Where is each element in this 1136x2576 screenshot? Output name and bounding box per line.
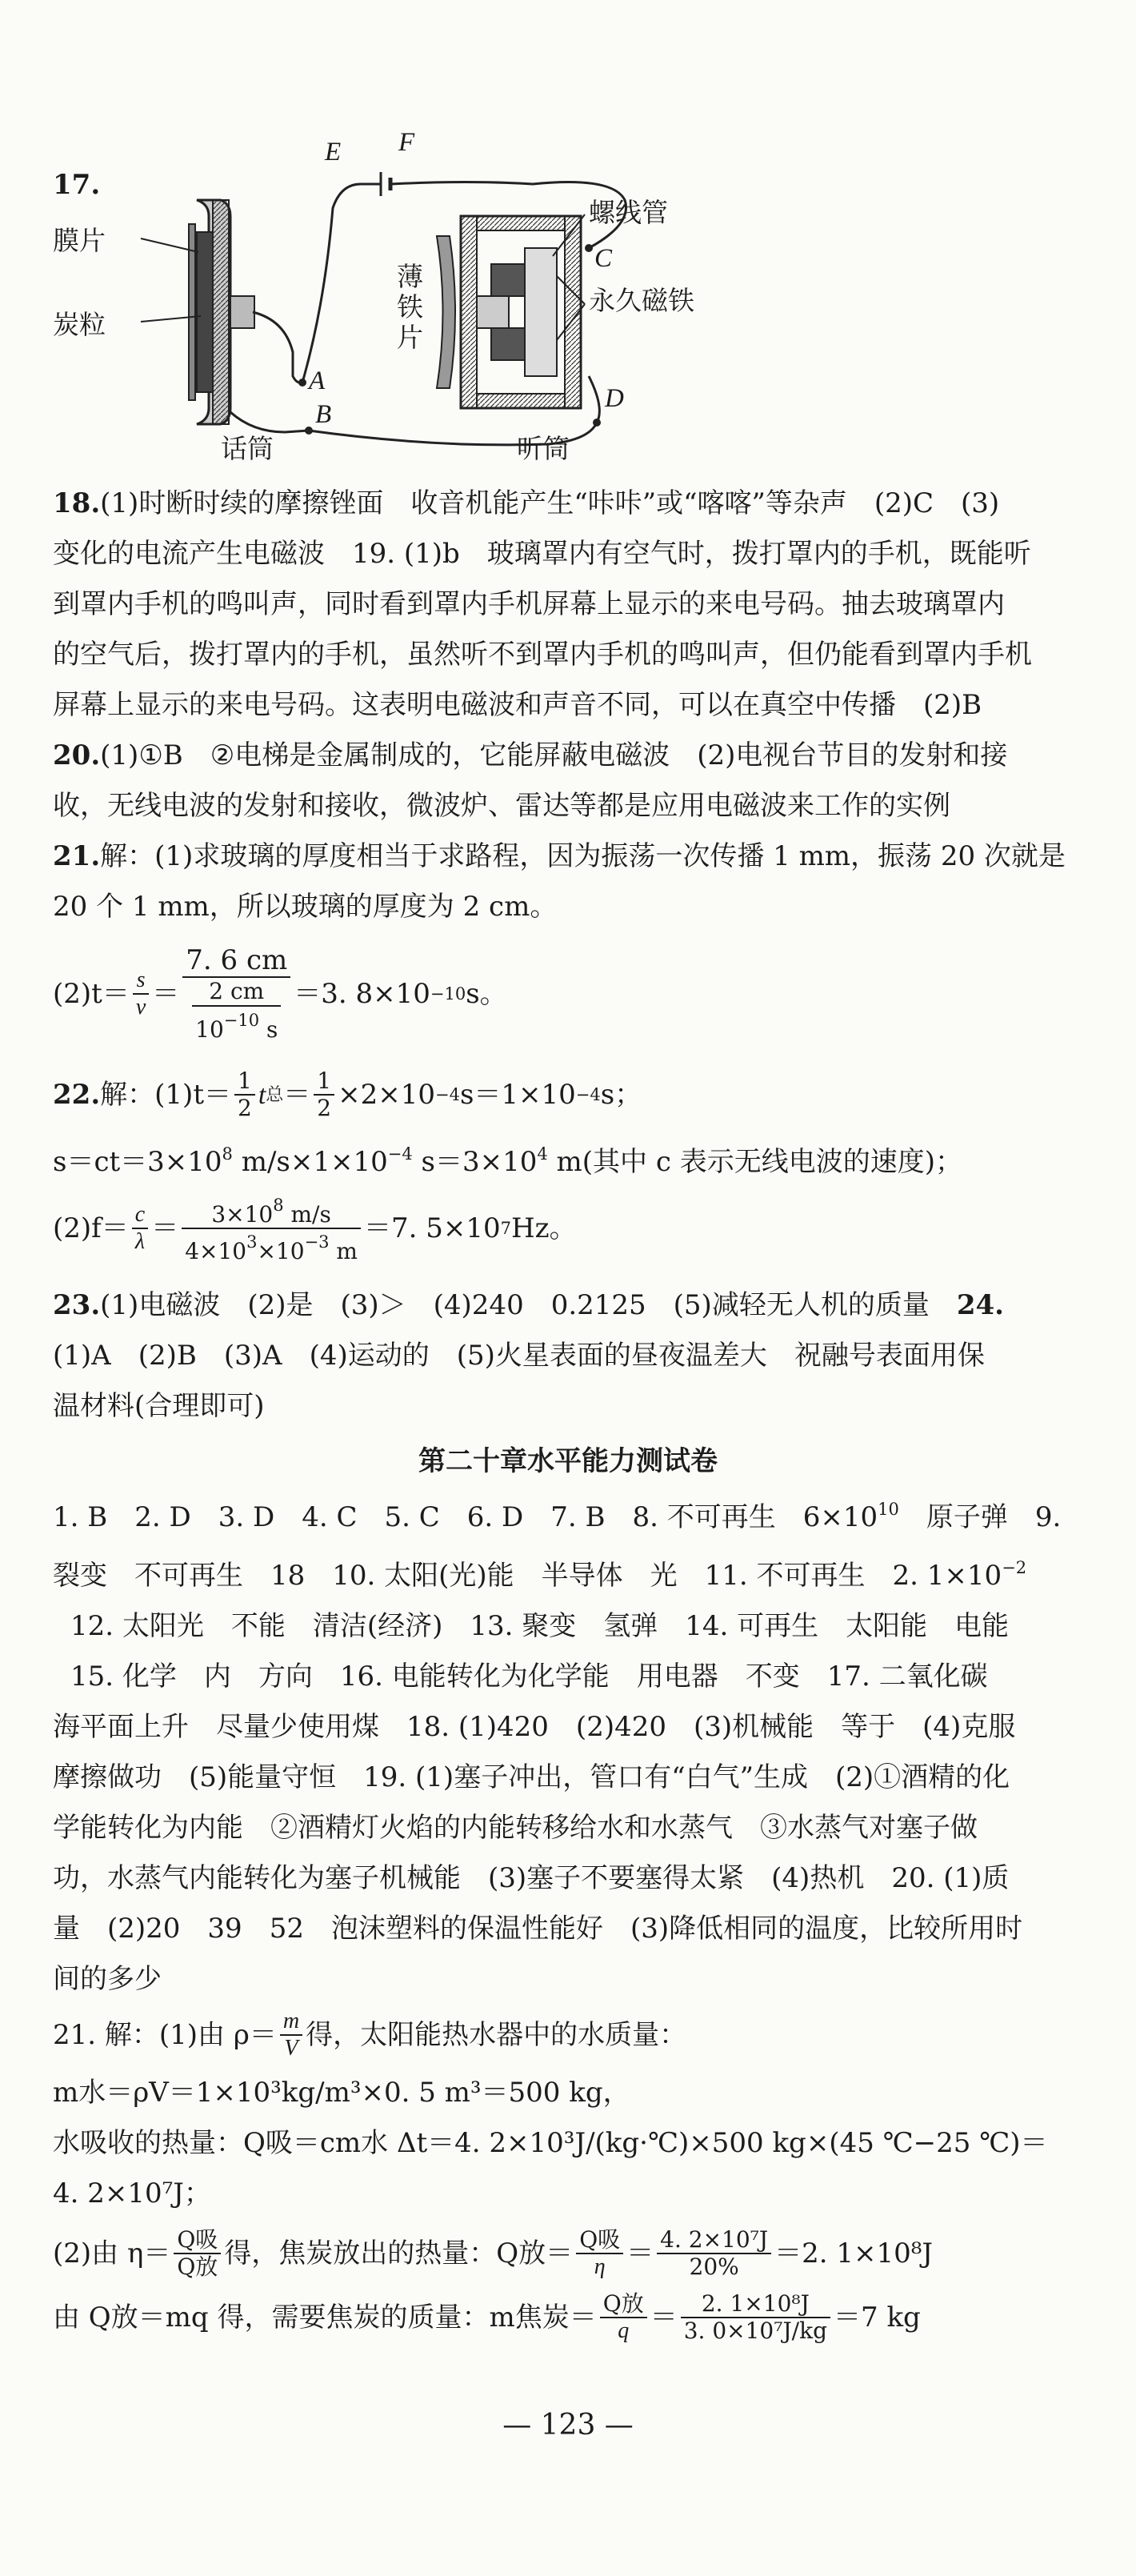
chapter-20-answers: [53, 1484, 1093, 2005]
ch20-line-6: 摩擦做功 (5)能量守恒 19. (1)塞子冲出，管口有“白气”生成 (2)①酒精的化: [53, 1761, 1010, 1793]
thin-iron-plate: [437, 236, 455, 388]
ch20-line-5: 海平面上升 尽量少使用煤 18. (1)420 (2)420 (3)机械能 等于 (4)克服: [53, 1711, 1016, 1743]
circuit-svg: [53, 144, 661, 472]
q21-equation: (2)t＝ $\frac{s}{v}$ ＝ $\frac{7. 6 cm}{\frac{2 cm}{10^{-10} s}}$ ＝3. 8×10 −10 s。: [53, 944, 507, 1043]
label-B: B: [315, 400, 332, 429]
q21-line-2: 20 个 1 mm，所以玻璃的厚度为 2 cm。: [53, 891, 558, 923]
q22-line-3: (2)f＝ $\frac{c}{\lambda}$ ＝ $\frac{3\times 10^8 m/s}{4\times 10^3\times 10^{-3} m}$ ＝7. 5×10 7 Hz。: [53, 1192, 1093, 1264]
q17-number: 17.: [53, 169, 101, 201]
label-permanent-magnet: 永久磁铁: [589, 285, 694, 316]
label-solenoid: 螺线管: [589, 197, 668, 228]
ch20-q21-line-2: m水＝ρV＝1×10³kg/m³×0. 5 m³＝500 kg，: [53, 2077, 630, 2109]
ch20-line-2: 裂变 不可再生 18 10. 太阳(光)能 半导体 光 11. 不可再生 2. $1\times 10^{-2}$: [53, 1558, 1027, 1592]
q24-line-2: (1)A (2)B (3)A (4)运动的 (5)火星表面的昼夜温差大 祝融号表面用保: [53, 1340, 985, 1372]
label-thin-1: 薄: [397, 261, 423, 292]
answers-18-21: [53, 479, 1093, 932]
q19-line-3: 到罩内手机的鸣叫声，同时看到罩内手机屏幕上显示的来电号码。抽去玻璃罩内: [53, 588, 1005, 620]
q19-line-4: 的空气后，拨打罩内的手机，虽然听不到罩内手机的鸣叫声，但仍能看到罩内手机: [53, 639, 1032, 671]
ch20-line-1: 1. B 2. D 3. D 4. C 5. C 6. D 7. B 8. 不可再生 $6\times 10^{10}$ 原子弹 9.: [53, 1500, 1062, 1533]
label-thin-3: 片: [397, 322, 423, 353]
carbon-granules: [197, 232, 213, 392]
q18-line-2: 变化的电流产生电磁波 19. (1)b 玻璃罩内有空气时，拨打罩内的手机，既能听: [53, 538, 1031, 570]
ch20-line-9: 量 (2)20 39 52 泡沫塑料的保温性能好 (3)降低相同的温度，比较所用时: [53, 1913, 1023, 1945]
label-earphone: 听筒: [517, 433, 570, 464]
ch20-line-4: 15. 化学 内 方向 16. 电能转化为化学能 用电器 不变 17. 二氧化碳: [70, 1661, 988, 1693]
ch20-line-8: 功，水蒸气内能转化为塞子机械能 (3)塞子不要塞得太紧 (4)热机 20. (1)质: [53, 1862, 1010, 1894]
ch20-line-7: 学能转化为内能 ②酒精灯火焰的内能转移给水和水蒸气 ③水蒸气对塞子做: [53, 1812, 978, 1844]
ch20-line-3: 12. 太阳光 不能 清洁(经济) 13. 聚变 氢弹 14. 可再生 太阳能 电能: [70, 1610, 1010, 1642]
ch20-line-10: 间的多少: [53, 1963, 162, 1995]
mic-shell: [213, 200, 229, 424]
label-D: D: [605, 384, 624, 413]
ch20-q21-line-5: (2)由 η＝ $\frac{\text{Q吸}}{\text{Q放}}$ 得，焦炭放出的热量：Q放＝ $\frac{\text{Q吸}}{\eta}$ ＝ $\frac{\text{4. 2×10⁷J}}{20\%}$ ＝2. 1×10⁸J: [53, 2226, 934, 2280]
ch20-q21-line-3: 水吸收的热量：Q吸＝cm水 Δt＝4. 2×10³J/(kg·℃)×500 kg×(45 ℃−25 ℃)＝: [53, 2127, 1048, 2159]
label-thin-2: 铁: [397, 291, 423, 323]
q23-line-1: 23.(1)电磁波 (2)是 (3)＞ (4)240 0.2125 (5)减轻无人机的质量 24.: [53, 1289, 1004, 1321]
q22-solution: [53, 1068, 1093, 1264]
chapter-20-title: 第二十章水平能力测试卷: [418, 1445, 718, 1477]
answers-23-24: [53, 1280, 1093, 1432]
mic-terminal: [230, 296, 254, 328]
q20-line-1: 20.(1)①B ②电梯是金属制成的，它能屏蔽电磁波 (2)电视台节目的发射和接: [53, 739, 1008, 771]
q22-line-1: 22. 解：(1)t＝ $\frac{1}{2}$ t 总 ＝ $\frac{1}{2}$ ×2×10 −4 s＝1×10 −4 s；: [53, 1068, 642, 1121]
q24-line-3: 温材料(合理即可): [53, 1390, 265, 1422]
fraction-thickness-over-speed: $\frac{7. 6 cm}{\frac{2 cm}{10^{-10} s}}$: [182, 944, 290, 1044]
terminal-C: [585, 244, 593, 252]
label-C: C: [594, 244, 613, 273]
ch20-q21-solution: [53, 2009, 1093, 2344]
q20-line-2: 收，无线电波的发射和接收，微波炉、雷达等都是应用电磁波来工作的实例: [53, 790, 950, 822]
label-microphone: 话筒: [221, 433, 274, 464]
fraction-s-over-v: $\frac{s}{v}$: [133, 968, 149, 1020]
ch20-q21-line-1: 21. 解：(1)由 ρ＝ $\frac{m}{V}$ 得，太阳能热水器中的水质量：: [53, 2009, 687, 2061]
label-F: F: [398, 128, 415, 157]
q19-line-5: 屏幕上显示的来电号码。这表明电磁波和声音不同，可以在真空中传播 (2)B: [53, 689, 982, 721]
label-A: A: [309, 367, 326, 395]
label-carbon-granules: 炭粒: [53, 309, 106, 340]
label-diaphragm: 膜片: [53, 225, 106, 256]
q22-line-2: $s=ct=3\times 10^8$ $m/s\times 1\times 10^{-4}$ $s=3\times 10^4$ m(其中 c 表示无线电波的速度)；: [53, 1144, 962, 1178]
permanent-magnet: [525, 248, 557, 376]
q21-line-1: 21.解：(1)求玻璃的厚度相当于求路程，因为振荡一次传播 1 mm，振荡 20 次就是: [53, 840, 1066, 872]
ch20-q21-line-4: 4. 2×10⁷J；: [53, 2177, 211, 2209]
ch20-q21-line-6: 由 Q放＝mq 得，需要焦炭的质量：m焦炭＝ $\frac{\text{Q放}}{q}$ ＝ $\frac{\text{2. 1×10⁸J}}{\text{3. 0×10⁷J/kg}}$ ＝7 kg: [53, 2290, 921, 2344]
label-E: E: [325, 138, 342, 166]
telephone-circuit-diagram: [53, 128, 694, 472]
q18-line-1: 18.(1)时断时续的摩擦锉面 收音机能产生“咔咔”或“喀喀”等杂声 (2)C (3): [53, 487, 1000, 519]
page-number: — 123 —: [502, 2409, 634, 2442]
